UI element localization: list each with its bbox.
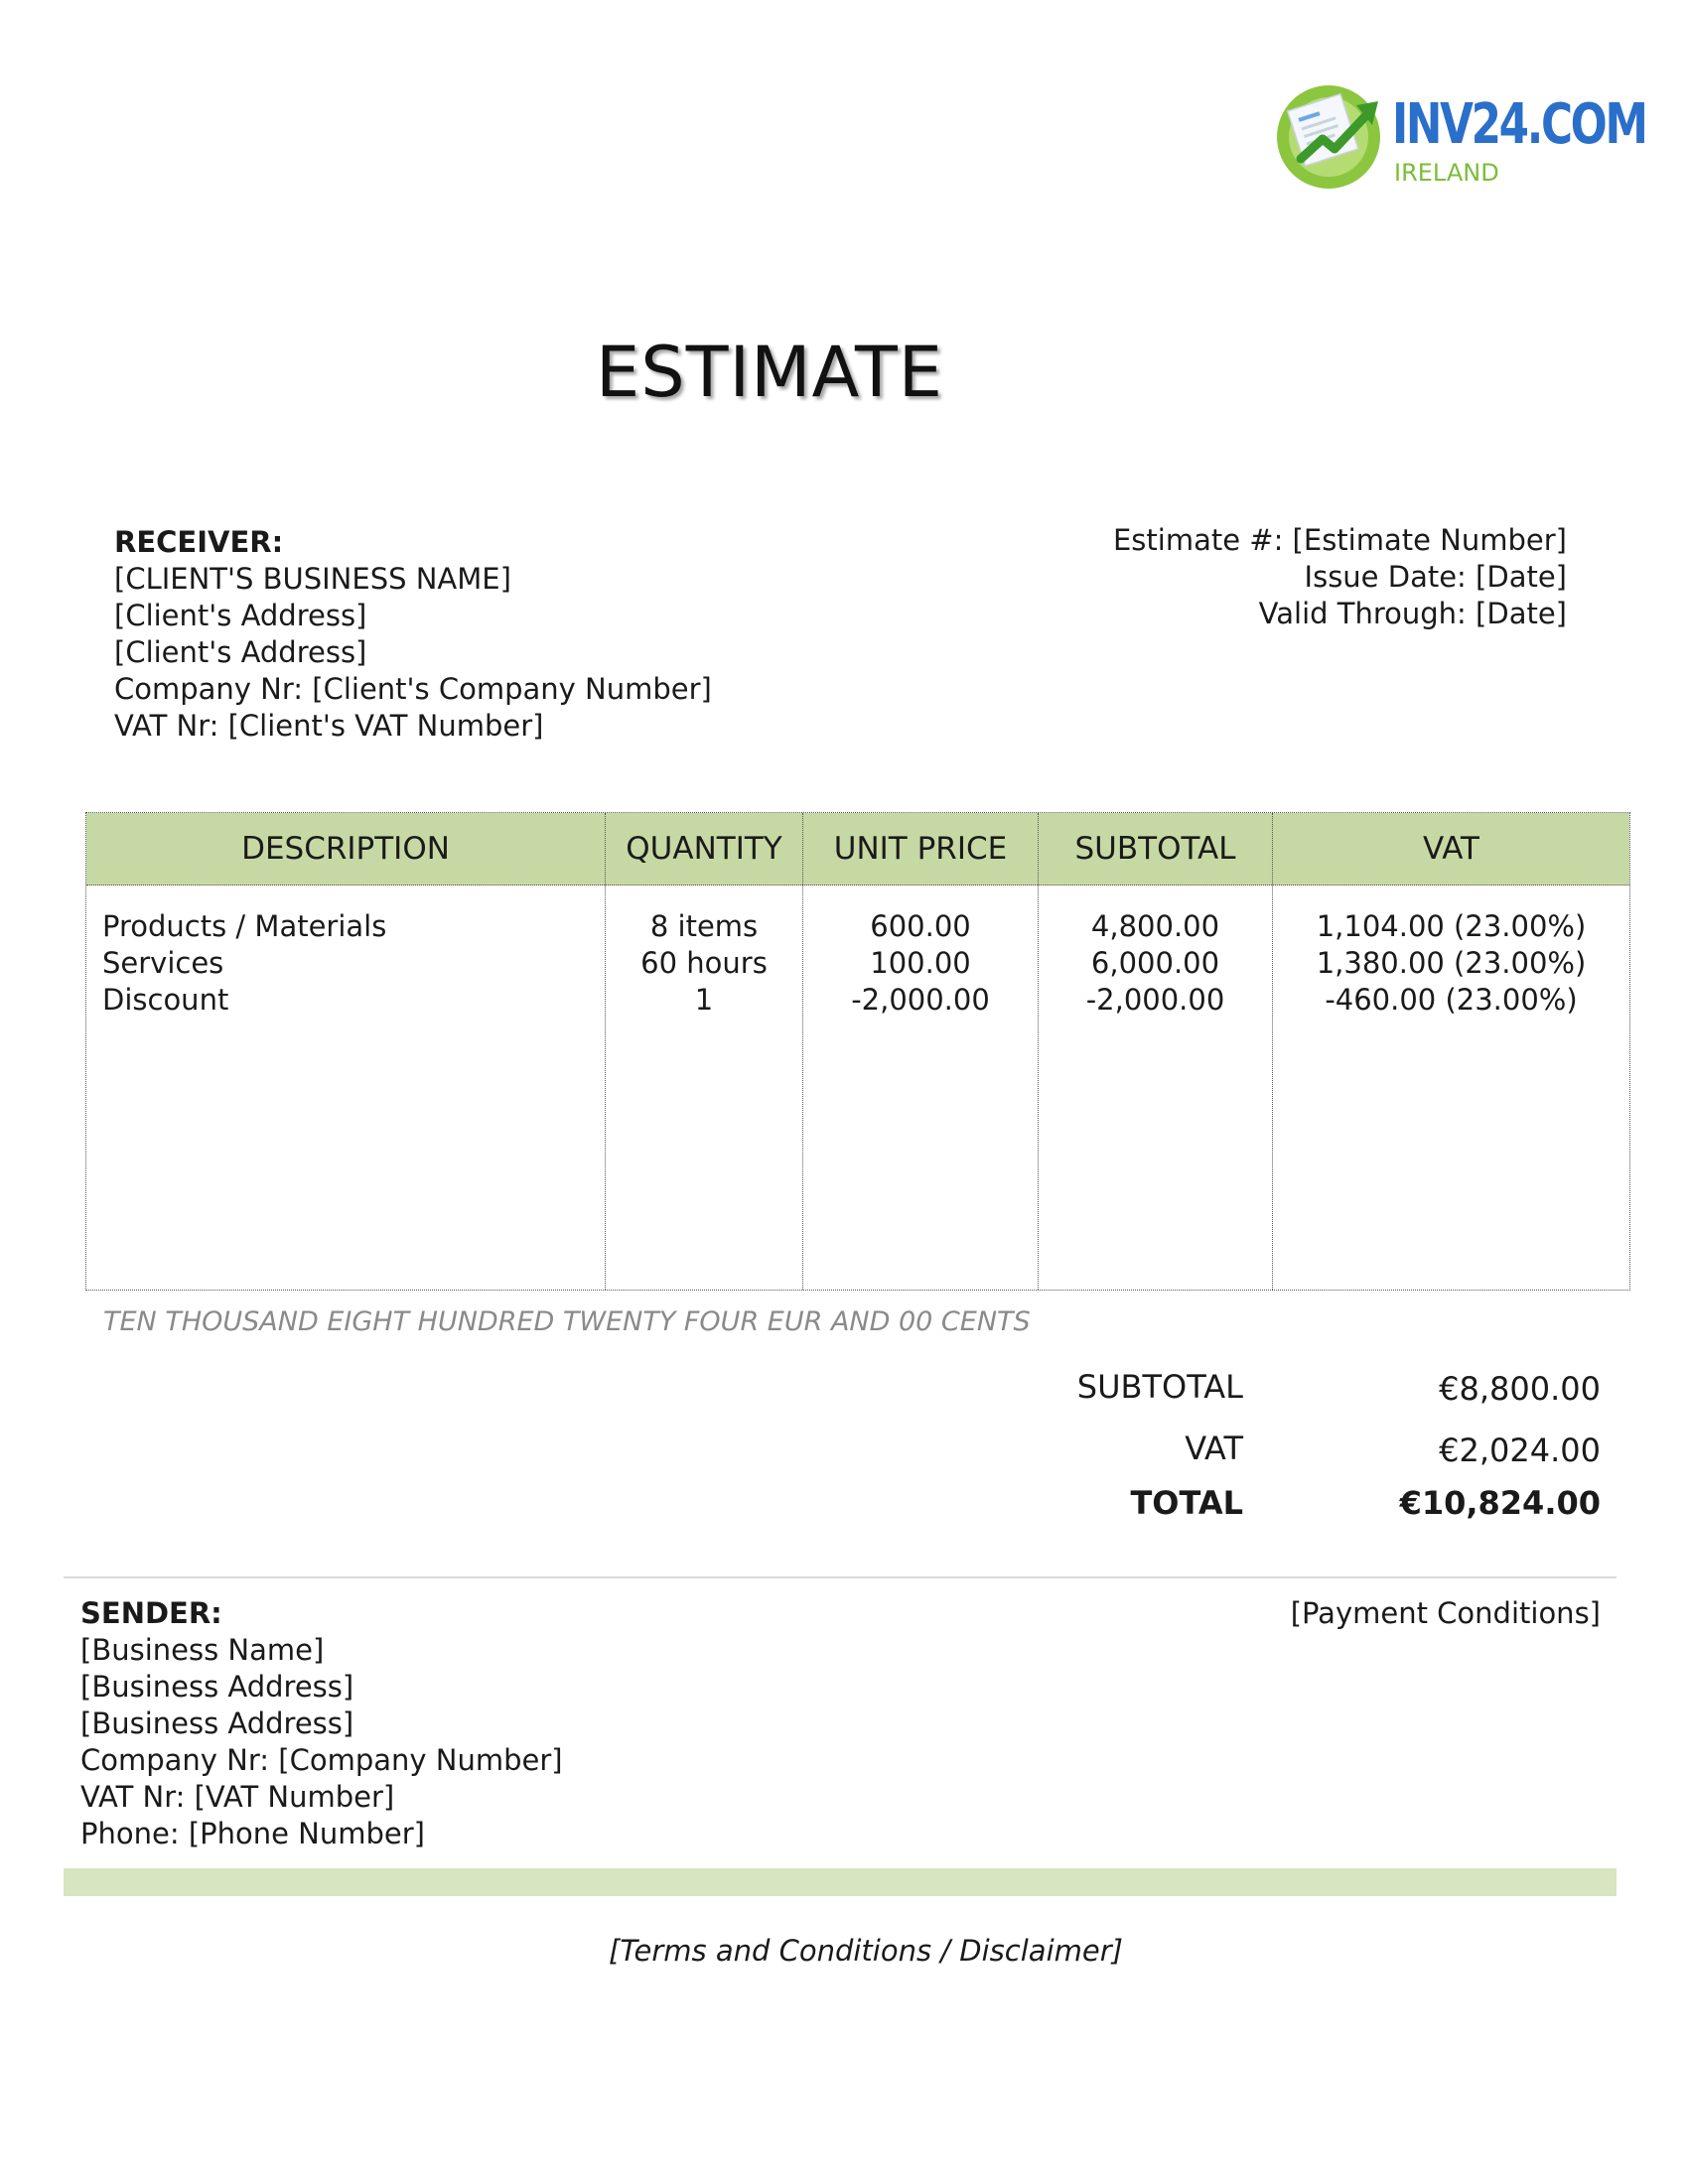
subtotal-value: €8,800.00 bbox=[1439, 1370, 1601, 1408]
estimate-info-block bbox=[1113, 522, 1567, 632]
invoice-chart-icon bbox=[1273, 77, 1392, 197]
receiver-block bbox=[114, 524, 712, 745]
row-1-subtotal: 4,800.00 bbox=[1090, 909, 1220, 943]
row-3-subtotal: -2,000.00 bbox=[1085, 983, 1225, 1017]
row-3-vat: -460.00 (23.00%) bbox=[1325, 983, 1578, 1017]
row-1-unit-price: 600.00 bbox=[870, 909, 971, 943]
document-title-wrap bbox=[0, 332, 1688, 413]
logo-text: INV24.COM bbox=[1392, 92, 1646, 157]
receiver-vat-number: VAT Nr: [Client's VAT Number] bbox=[114, 709, 544, 743]
terms-and-conditions: [Terms and Conditions / Disclaimer] bbox=[609, 1934, 1123, 1968]
items-table bbox=[85, 812, 1630, 1291]
row-3-unit-price: -2,000.00 bbox=[851, 983, 990, 1017]
footer-accent-bar bbox=[64, 1868, 1617, 1896]
document-title: ESTIMATE bbox=[596, 332, 943, 413]
row-2-description: Services bbox=[102, 946, 224, 980]
section-divider bbox=[64, 1576, 1617, 1578]
receiver-company-number: Company Nr: [Client's Company Number] bbox=[114, 672, 712, 706]
row-3-description: Discount bbox=[102, 983, 229, 1017]
column-vat bbox=[1273, 813, 1629, 1290]
receiver-business-name: [CLIENT'S BUSINESS NAME] bbox=[114, 562, 511, 596]
row-1-vat: 1,104.00 (23.00%) bbox=[1316, 909, 1587, 943]
total-value: €10,824.00 bbox=[1399, 1484, 1601, 1522]
column-quantity bbox=[606, 813, 803, 1290]
header-description: DESCRIPTION bbox=[241, 831, 450, 867]
sender-address-1: [Business Address] bbox=[80, 1670, 354, 1704]
sender-company-number: Company Nr: [Company Number] bbox=[80, 1743, 563, 1777]
total-label: TOTAL bbox=[1130, 1484, 1243, 1522]
row-2-vat: 1,380.00 (23.00%) bbox=[1316, 946, 1587, 980]
row-2-unit-price: 100.00 bbox=[870, 946, 971, 980]
row-2-quantity: 60 hours bbox=[640, 946, 768, 980]
column-subtotal bbox=[1039, 813, 1273, 1290]
receiver-address-1: [Client's Address] bbox=[114, 599, 367, 632]
sender-vat-number: VAT Nr: [VAT Number] bbox=[80, 1780, 395, 1814]
amount-in-words: TEN THOUSAND EIGHT HUNDRED TWENTY FOUR EUR AND 00 CENTS bbox=[103, 1306, 1031, 1337]
sender-phone: Phone: [Phone Number] bbox=[80, 1817, 425, 1850]
logo-subtext: IRELAND bbox=[1394, 159, 1499, 187]
sender-block bbox=[80, 1595, 563, 1852]
sender-heading: SENDER: bbox=[80, 1596, 222, 1630]
column-unit-price bbox=[803, 813, 1039, 1290]
receiver-heading: RECEIVER: bbox=[114, 525, 284, 559]
vat-value: €2,024.00 bbox=[1439, 1432, 1601, 1469]
header-unit-price: UNIT PRICE bbox=[833, 831, 1008, 867]
vat-label: VAT bbox=[1185, 1430, 1243, 1467]
subtotal-label: SUBTOTAL bbox=[1076, 1368, 1243, 1406]
row-1-quantity: 8 items bbox=[649, 909, 759, 943]
header-vat: VAT bbox=[1423, 831, 1479, 867]
payment-conditions: [Payment Conditions] bbox=[1290, 1596, 1601, 1630]
sender-address-2: [Business Address] bbox=[80, 1706, 354, 1740]
valid-through: Valid Through: [Date] bbox=[1258, 597, 1567, 630]
issue-date: Issue Date: [Date] bbox=[1304, 560, 1567, 594]
row-3-quantity: 1 bbox=[694, 983, 714, 1017]
terms-wrap bbox=[0, 1934, 1688, 1968]
sender-business-name: [Business Name] bbox=[80, 1633, 325, 1667]
column-description bbox=[86, 813, 606, 1290]
header-quantity: QUANTITY bbox=[626, 831, 782, 867]
estimate-number: Estimate #: [Estimate Number] bbox=[1112, 523, 1567, 557]
header-subtotal: SUBTOTAL bbox=[1074, 831, 1236, 867]
row-1-description: Products / Materials bbox=[102, 909, 387, 943]
row-2-subtotal: 6,000.00 bbox=[1090, 946, 1220, 980]
receiver-address-2: [Client's Address] bbox=[114, 635, 367, 669]
